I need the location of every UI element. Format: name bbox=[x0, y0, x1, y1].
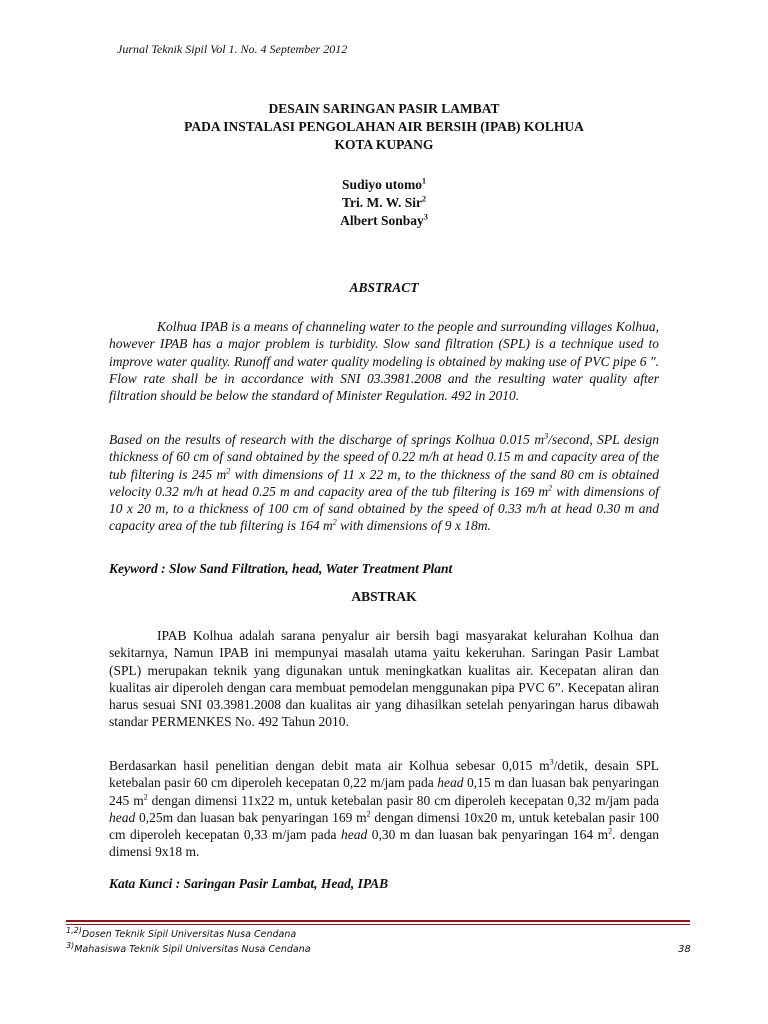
page-number: 38 bbox=[678, 944, 691, 955]
author-1 bbox=[0, 176, 768, 194]
abstrak-keywords: Kata Kunci : Saringan Pasir Lambat, Head, IPAB bbox=[109, 876, 389, 891]
author-name: Albert Sonbay bbox=[340, 213, 424, 228]
footer-rule-thin bbox=[66, 924, 690, 925]
abstract-paragraph-2: Based on the results of research with the discharge of springs Kolhua 0.015 $m^3$/second, SPL design thickness of 60 cm of sand obtained by the speed of 0.22 m/h at head 0.15 m and capacity area of the tub filtering is 245 $m^2$ with dimensions of 11 x 22 m, to the thickness of the sand 80 cm is obtained velocity 0.32 m/h at head 0.25 m and capacity area of the tub filtering is 169 $m^2$ with dimensions of 10 x 20 m, to a thickness of 100 cm of sand obtained by the speed of 0.33 m/h at head 0.30 m and capacity area of the tub filtering is 164 $m^2$ with dimensions of 9 x 18m. bbox=[109, 431, 660, 534]
abstract-paragraph-1: Kolhua IPAB is a means of channeling water to the people and surrounding villages Kolhua, however IPAB has a major problem is turbidity. Slow sand filtration (SPL) is a technique used to improve water quality. Runoff and water quality modeling is obtained by making use of PVC pipe 6 ". Flow rate shall be in accordance with SNI 03.3981.2008 and the resulting water quality after filtration should be below the standard of Minister Regulation. 492 in 2010. bbox=[109, 319, 659, 404]
running-head: Jurnal Teknik Sipil Vol 1. No. 4 September 2012 bbox=[117, 42, 348, 56]
title-line-2: PADA INSTALASI PENGOLAHAN AIR BERSIH (IPAB) KOLHUA bbox=[184, 119, 584, 134]
abstrak-paragraph-1: IPAB Kolhua adalah sarana penyalur air bersih bagi masyarakat kelurahan Kolhua dan sekitarnya, Namun IPAB ini mempunyai masalah utama yaitu kekeruhan. Saringan Pasir Lambat (SPL) merupakan teknik yang digunakan untuk meningkatkan kualitas air. Kecepatan aliran dan kualitas air diperoleh dengan cara membuat pemodelan menggunakan pipa PVC 6”. Kecepatan aliran harus sesuai SNI 03.3981.2008 dan kualitas air yang dihasilkan setelah penyaringan harus dibawah standar PERMENKES No. 492 Tahun 2010. bbox=[109, 628, 659, 730]
author-list bbox=[0, 176, 768, 230]
author-name: Sudiyo utomo bbox=[342, 177, 422, 192]
footer-rule bbox=[66, 920, 690, 922]
footnote-text: Dosen Teknik Sipil Universitas Nusa Cendana bbox=[81, 929, 297, 940]
abstract-heading: ABSTRACT bbox=[349, 280, 419, 295]
footnote-mark: 1,2) bbox=[66, 925, 82, 935]
title-line-3: KOTA KUPANG bbox=[334, 137, 434, 152]
author-affiliation-mark: 1 bbox=[421, 176, 426, 186]
author-affiliation-mark: 3 bbox=[423, 212, 428, 222]
author-2 bbox=[0, 194, 768, 212]
footnote-1 bbox=[66, 925, 297, 940]
abstrak-paragraph-2: Berdasarkan hasil penelitian dengan debit mata air Kolhua sebesar 0,015 $m^3$/detik, desain SPL ketebalan pasir 60 cm diperoleh kecepatan 0,22 m/jam pada head 0,15 m dan luasan bak penyaringan 245 $m^2$ dengan dimensi 11x22 m, untuk ketebalan pasir 80 cm diperoleh kecepatan 0,32 m/jam pada head 0,25m dan luasan bak penyaringan 169 $m^2$ dengan dimensi 10x20 m, untuk ketebalan pasir 100 cm diperoleh kecepatan 0,33 m/jam pada head 0,30 m dan luasan bak penyaringan 164 $m^2$. dengan dimensi 9x18 m. bbox=[109, 757, 660, 860]
abstract-keywords: Keyword : Slow Sand Filtration, head, Water Treatment Plant bbox=[109, 561, 453, 576]
author-name: Tri. M. W. Sir bbox=[341, 195, 422, 210]
footnote-mark: 3) bbox=[66, 940, 75, 950]
title-line-1: DESAIN SARINGAN PASIR LAMBAT bbox=[268, 101, 500, 116]
abstrak-heading: ABSTRAK bbox=[351, 589, 417, 604]
author-affiliation-mark: 2 bbox=[422, 194, 426, 204]
footnote-2 bbox=[66, 940, 311, 955]
footnote-text: Mahasiswa Teknik Sipil Universitas Nusa Cendana bbox=[74, 944, 311, 955]
paper-title bbox=[0, 100, 768, 154]
author-3 bbox=[0, 212, 768, 230]
